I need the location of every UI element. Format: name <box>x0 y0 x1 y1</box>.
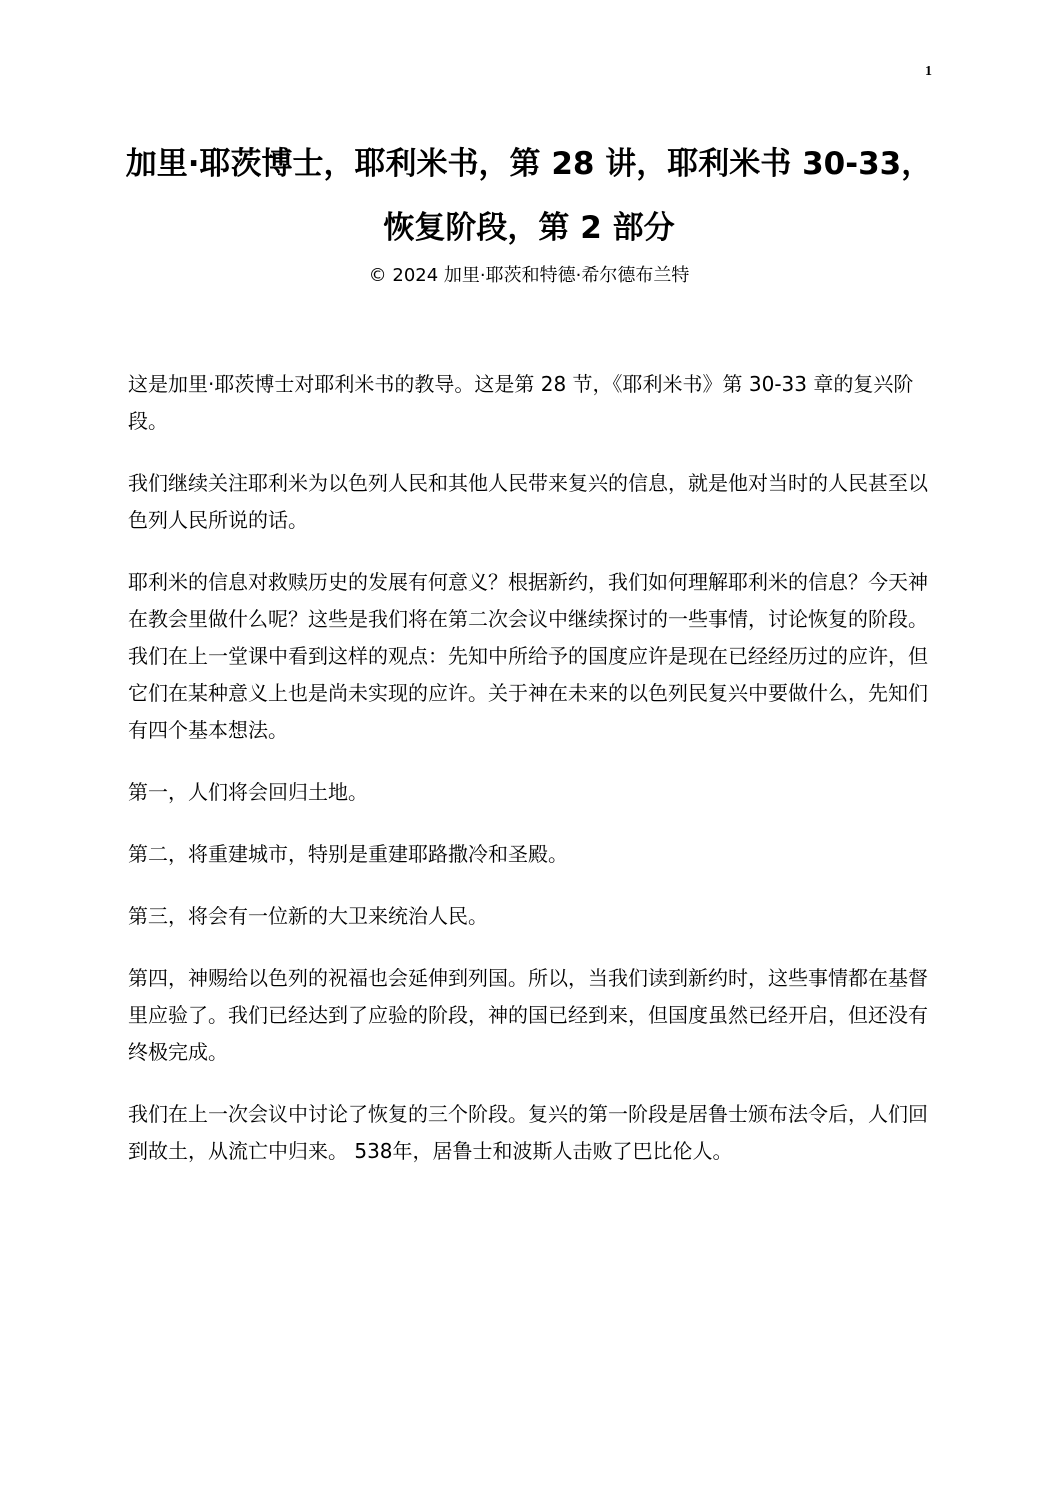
paragraph: 这是加里·耶茨博士对耶利米书的教导。这是第 28 节，《耶利米书》第 30-33 章的复兴阶段。 <box>128 372 914 433</box>
document-subtitle: 恢复阶段，第 2 部分 <box>383 210 675 246</box>
paragraph: 第四，神赐给以色列的祝福也会延伸到列国。所以，当我们读到新约时，这些事情都在基督里应验了。我们已经达到了应验的阶段，神的国已经到来，但国度虽然已经开启，但还没有终极完成。 <box>128 966 928 1064</box>
page-number: 1 <box>925 64 932 79</box>
paragraph: 第二，将重建城市，特别是重建耶路撒冷和圣殿。 <box>128 842 568 866</box>
document-title: 加里·耶茨博士，耶利米书，第 28 讲，耶利米书 30-33， <box>125 146 933 182</box>
paragraph: 第一，人们将会回归土地。 <box>128 780 368 804</box>
body-text <box>128 366 928 1195</box>
paragraph: 耶利米的信息对救赎历史的发展有何意义？根据新约，我们如何理解耶利米的信息？今天神在教会里做什么呢？这些是我们将在第二次会议中继续探讨的一些事情，讨论恢复的阶段。我们在上一堂课中看到这样的观点：先知中所给予的国度应许是现在已经经历过的应许，但它们在某种意义上也是尚未实现的应许。关于神在未来的以色列民复兴中要做什么，先知们有四个基本想法。 <box>128 570 928 742</box>
copyright-line: © 2024 加里·耶茨和特德·希尔德布兰特 <box>368 265 690 286</box>
paragraph: 我们继续关注耶利米为以色列人民和其他人民带来复兴的信息，就是他对当时的人民甚至以色列人民所说的话。 <box>128 471 928 532</box>
title-block <box>120 135 938 291</box>
paragraph: 第三，将会有一位新的大卫来统治人民。 <box>128 904 488 928</box>
paragraph: 我们在上一次会议中讨论了恢复的三个阶段。复兴的第一阶段是居鲁士颁布法令后，人们回到故土，从流亡中归来。 538年，居鲁士和波斯人击败了巴比伦人。 <box>128 1102 928 1163</box>
